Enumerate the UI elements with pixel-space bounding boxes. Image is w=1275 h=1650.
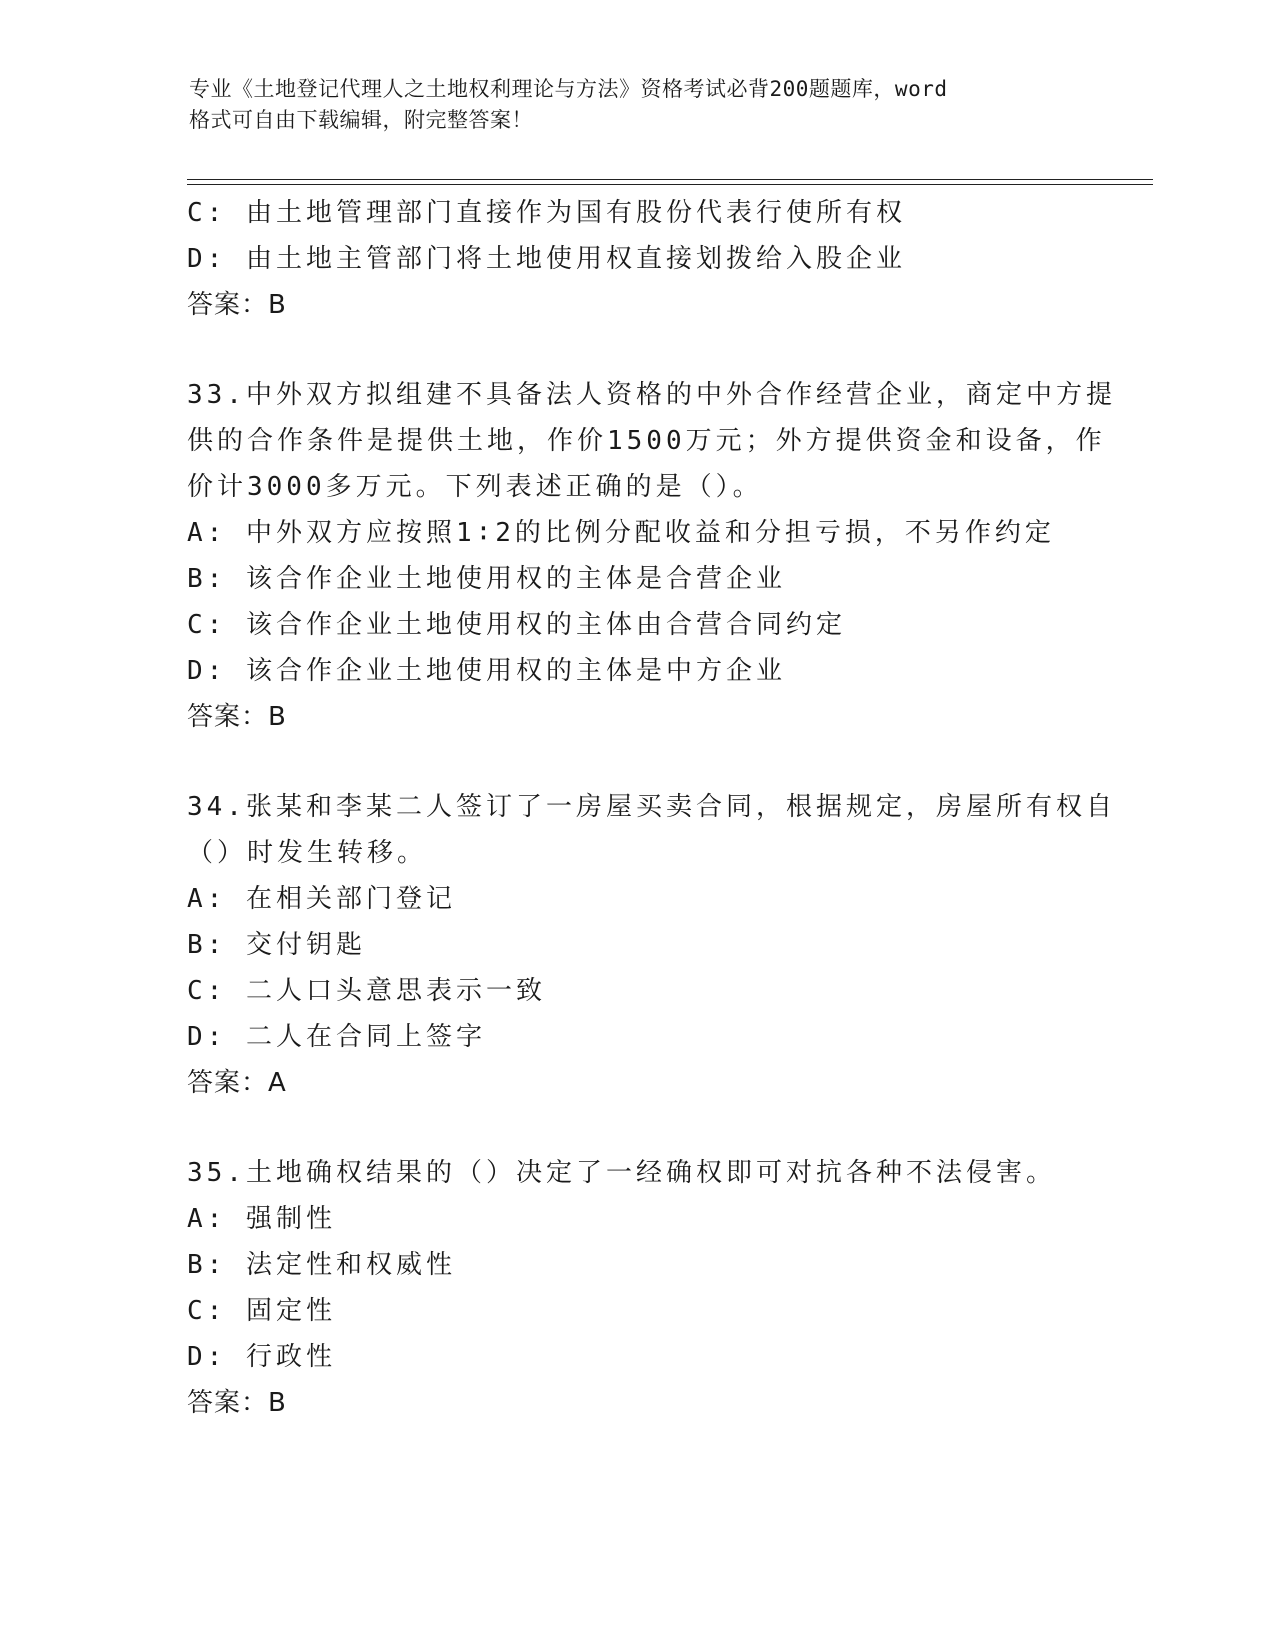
option-a: A: 强制性 [187, 1204, 336, 1234]
document-header [189, 74, 1069, 136]
option-c: C: 二人口头意思表示一致 [187, 976, 546, 1006]
option-d: D: 二人在合同上签字 [187, 1022, 486, 1052]
question-33 [187, 372, 1116, 740]
question-34 [187, 784, 1116, 1106]
option-b: B: 交付钥匙 [187, 930, 366, 960]
option-d: D: 由土地主管部门将土地使用权直接划拨给入股企业 [187, 244, 906, 274]
answer-line: 答案：A [187, 1068, 287, 1098]
answer-line: 答案：B [187, 702, 287, 732]
question-prev [187, 190, 1087, 328]
option-a: A: 中外双方应按照1∶2的比例分配收益和分担亏损，不另作约定 [187, 518, 1055, 548]
spacer [187, 328, 1087, 372]
option-c: C: 固定性 [187, 1296, 336, 1326]
question-35 [187, 1150, 1087, 1426]
option-d: D: 该合作企业土地使用权的主体是中方企业 [187, 656, 786, 686]
spacer [187, 1106, 1087, 1150]
header-title-line-1: 专业《土地登记代理人之土地权利理论与方法》资格考试必背200题题库，word [189, 77, 948, 101]
answer-line: 答案：B [187, 290, 287, 320]
header-rule-bottom [187, 184, 1153, 185]
spacer [187, 740, 1087, 784]
header-title-line-2: 格式可自由下载编辑，附完整答案！ [189, 108, 533, 132]
option-d: D: 行政性 [187, 1342, 336, 1372]
option-a: A: 在相关部门登记 [187, 884, 456, 914]
header-rule-top [187, 179, 1153, 180]
question-stem-line: 34.张某和李某二人签订了一房屋买卖合同，根据规定，房屋所有权自 [187, 792, 1116, 822]
answer-line: 答案：B [187, 1388, 287, 1418]
question-stem-line: 33.中外双方拟组建不具备法人资格的中外合作经营企业，商定中方提 [187, 380, 1116, 410]
option-b: B: 该合作企业土地使用权的主体是合营企业 [187, 564, 786, 594]
question-stem-line: 供的合作条件是提供土地，作价1500万元；外方提供资金和设备，作 [187, 426, 1106, 456]
question-stem-line: （）时发生转移。 [187, 838, 428, 868]
question-stem-line: 35.土地确权结果的（）决定了一经确权即可对抗各种不法侵害。 [187, 1158, 1056, 1188]
option-c: C: 该合作企业土地使用权的主体由合营合同约定 [187, 610, 846, 640]
option-c: C: 由土地管理部门直接作为国有股份代表行使所有权 [187, 198, 906, 228]
question-stem-line: 价计3000多万元。下列表述正确的是（）。 [187, 472, 763, 502]
option-b: B: 法定性和权威性 [187, 1250, 456, 1280]
question-list [187, 190, 1116, 1426]
